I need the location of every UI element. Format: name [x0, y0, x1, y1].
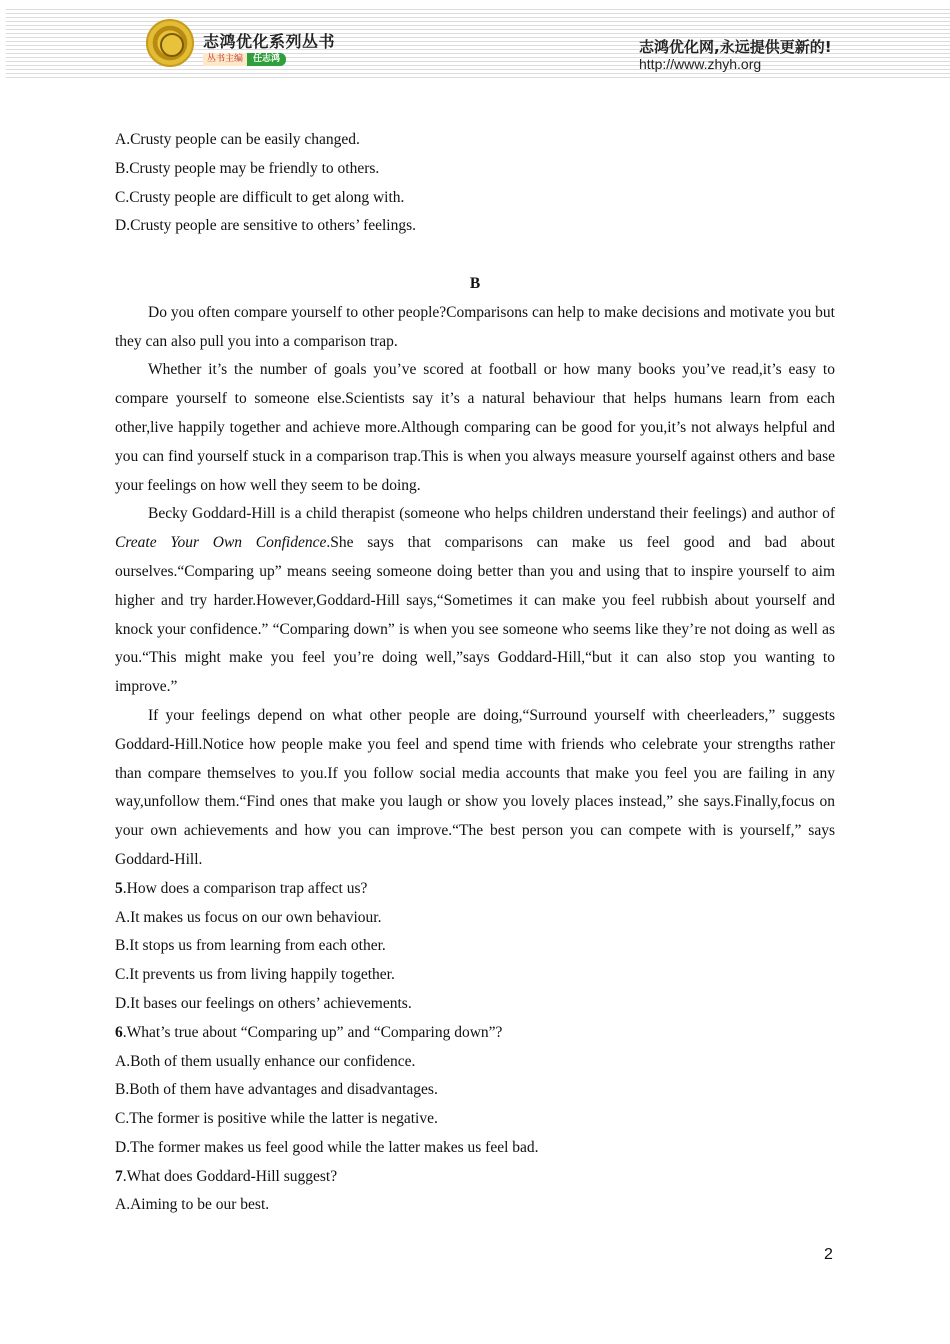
question-number: 6	[115, 1023, 123, 1041]
passage-paragraph-3	[115, 500, 835, 702]
option-line: B.Both of them have advantages and disadvantages.	[115, 1081, 438, 1099]
series-title: 志鸿优化系列丛书	[203, 32, 336, 51]
page-number: 2	[824, 1246, 833, 1263]
book-title: Create Your Own Confidence	[115, 534, 327, 552]
editor-label: 丛书主编	[203, 53, 247, 66]
section-heading: B	[469, 274, 481, 292]
option-line: C.The former is positive while the latter is negative.	[115, 1110, 438, 1128]
header-slogan: 志鸿优化网,永远提供更新的!	[639, 38, 832, 56]
option-line: C.It prevents us from living happily together.	[115, 966, 395, 984]
paragraph-text: .She says that comparisons can make us feel good and bad about ourselves.“Comparing up” means seeing someone doing better than you and using that to inspire yourself to aim higher and try harder.However,Goddard-Hill says,“Sometimes it can make you feel rubbish about yourself and knock your confidence.” “Comparing down” is when you see someone who seems like they’re not doing as well as you.“This might make you feel you’re doing well,”says Goddard-Hill,“but it can also stop you wanting to improve.”	[115, 534, 835, 696]
document-body	[115, 126, 835, 1220]
option-line: B.Crusty people may be friendly to others.	[115, 159, 380, 177]
editor-credit	[203, 53, 286, 66]
paragraph-text: Becky Goddard-Hill is a child therapist (someone who helps children understand their feelings) and author of	[148, 505, 835, 523]
passage-paragraph-1: Do you often compare yourself to other people?Comparisons can help to make decisions and motivate you but they can also pull you into a comparison trap.	[115, 303, 835, 350]
option-line: B.It stops us from learning from each other.	[115, 937, 386, 955]
passage-paragraph-2: Whether it’s the number of goals you’ve scored at football or how many books you’ve read,it’s easy to compare yourself to someone else.Scientists say it’s a natural behaviour that helps humans learn from each other,live happily together and achieve more.Although comparing can be good for you,it’s not always helpful and you can find yourself stuck in a comparison trap.This is when you always measure yourself against others and base your feelings on how well they seem to be doing.	[115, 361, 835, 494]
editor-name: 任志鸿	[247, 53, 286, 66]
option-line: A.Both of them usually enhance our confidence.	[115, 1052, 416, 1070]
question-stem	[115, 1163, 835, 1192]
question-text: .How does a comparison trap affect us?	[122, 879, 368, 897]
question-number: 7	[115, 1167, 123, 1185]
option-line: D.Crusty people are sensitive to others’ feelings.	[115, 217, 417, 235]
option-line: D.It bases our feelings on others’ achievements.	[115, 994, 412, 1012]
question-text: .What does Goddard-Hill suggest?	[122, 1167, 338, 1185]
option-line: A.It makes us focus on our own behaviour.	[115, 908, 382, 926]
question-stem	[115, 1019, 835, 1048]
passage-paragraph-4: If your feelings depend on what other people are doing,“Surround yourself with cheerleaders,” suggests Goddard-Hill.Notice how people make you feel and spend time with friends who celebrate your strengths rather than compare themselves to you.If you follow social media accounts that make you feel you are failing in any way,unfollow them.“Find ones that make you laugh or show you lovely places instead,” she says.Finally,focus on your own achievements and how you can improve.“The best person you can compete with is yourself,” says Goddard-Hill.	[115, 706, 835, 868]
page-header	[6, 6, 950, 80]
question-text: .What’s true about “Comparing up” and “Comparing down”?	[122, 1023, 503, 1041]
question-number: 5	[115, 879, 123, 897]
header-url[interactable]: http://www.zhyh.org	[639, 56, 762, 72]
question-stem	[115, 875, 835, 904]
option-line: A.Aiming to be our best.	[115, 1196, 270, 1214]
option-line: A.Crusty people can be easily changed.	[115, 131, 360, 148]
series-logo-icon	[146, 19, 194, 67]
option-line: D.The former makes us feel good while the latter makes us feel bad.	[115, 1138, 539, 1156]
spacer	[115, 241, 835, 270]
option-line: C.Crusty people are difficult to get along with.	[115, 188, 405, 206]
